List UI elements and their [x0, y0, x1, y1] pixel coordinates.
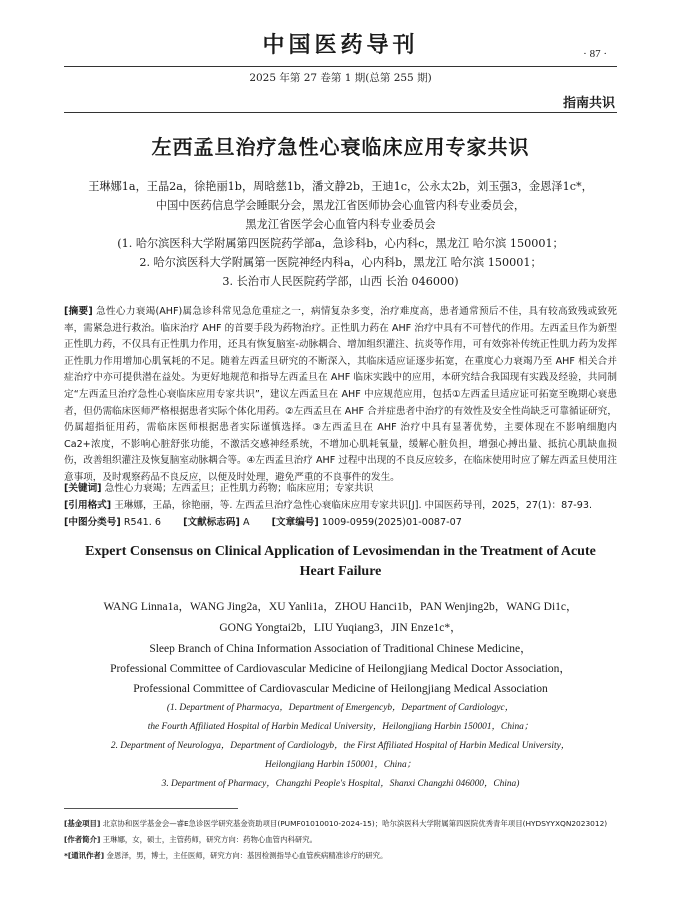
classification-line: [64, 514, 617, 528]
issue-info: 2025 年第 27 卷第 1 期(总第 255 期): [249, 72, 432, 84]
citation-text: 王琳娜，王晶，徐艳丽，等. 左西孟旦治疗急性心衰临床应用专家共识[J]. 中国医药导刊，2025，27(1)：87-93.: [114, 500, 593, 511]
org-line-en-1: Sleep Branch of China Information Association of Traditional Chinese Medicine，: [149, 643, 532, 655]
class-label: [中图分类号]: [64, 517, 121, 528]
journal-title: 中国医药导刊: [262, 32, 419, 58]
affil-line-en-1: (1. Department of Pharmacya，Department of Emergencyb，Department of Cardiologyc，: [166, 703, 515, 713]
affil-line-cn-1: (1. 哈尔滨医科大学附属第四医院药学部a，急诊科b，心内科c，黑龙江 哈尔滨 150001；: [117, 237, 564, 250]
abstract: [64, 304, 617, 487]
citation-label: [引用格式]: [64, 500, 112, 511]
affil-line-en-4: Heilongjiang Harbin 150001，China；: [264, 760, 417, 770]
org-line-cn-1: 中国中医药信息学会睡眠分会，黑龙江省医师协会心血管内科专业委员会，: [155, 199, 526, 212]
header-rule: [64, 66, 617, 67]
abstract-label: [摘要]: [64, 306, 93, 317]
corresponding-label: *[通讯作者]: [64, 851, 105, 860]
article-no-value: 1009-0959(2025)01-0087-07: [321, 517, 462, 528]
doc-code-value: A: [242, 517, 250, 528]
affil-line-en-3: 2. Department of Neurologya，Department of Cardiologyb，the First Affiliated Hospital of Harbin Medical University，: [110, 741, 571, 751]
article-title-cn: 左西孟旦治疗急性心衰临床应用专家共识: [151, 135, 530, 159]
abstract-text: 急性心力衰竭(AHF)属急诊科常见急危重症之一，病情复杂多变，治疗难度高，患者通常预后不佳，具有较高致残或致死率，需紧急进行救治。临床治疗 AHF 的首要手段为药物治疗。正性肌力药在 AHF 治疗中具有不可替代的作用。左西孟旦作为新型正性肌力药，不仅具有正性肌力作用，还具有恢复脑室-动脉耦合、增加组织灌注、抗炎等作用，可有效弥补传统正性肌力药为发挥正性肌力作用增加心肌氧耗的不足。随着左西孟旦研究的不断深入，其临床适应证逐步拓宽，在重度心力衰竭乃至 AHF 相关合并症治疗中亦可提供潜在益处。为更好地规范和指导左西孟旦在 AHF 临床实践中的应用，本研究结合我国现有实践及经验，共同制定“左西孟旦治疗急性心衰临床应用专家共识”，建议左西孟旦在 AHF 中应规范应用，包括①左西孟旦适应证可拓宽至晚期心衰患者，但仍需临床医师严格根据患者实际个体化用药。②左西孟旦在 AHF 合并症患者中治疗的有效性及安全性尚缺乏可靠循证研究，仍属超指征用药，需临床医师根据患者实际谨慎选择。③左西孟旦在 AHF 治疗中具有显著优势，主要体现在不影响细胞内 Ca2+浓度，不影响心脏舒张功能，不激活交感神经系统，不增加心肌耗氧量，缓解心脏负担，增强心搏出量、抵抗心肌缺血损伤，改善组织灌注及恢复脑室动脉耦合等。④左西孟旦治疗 AHF 过程中出现的不良反应较多，在临床使用时应了解左西孟旦使用注意事项，及时观察药品不良反应，以便及时处理，避免严重的不良事件的发生。: [64, 306, 617, 483]
keywords-label: [关键词]: [64, 483, 102, 494]
author-footnote: [64, 832, 624, 848]
affil-line-cn-3: 3. 长治市人民医院药学部，山西 长治 046000): [222, 275, 459, 288]
article-no-label: [文章编号]: [271, 517, 319, 528]
corresponding-text: 金恩泽，男，博士，主任医师，研究方向：基因检测指导心血管疾病精准诊疗的研究。: [106, 851, 388, 860]
corresponding-footnote: [64, 848, 624, 864]
org-line-en-3: Professional Committee of Cardiovascular Medicine of Heilongjiang Medical Association: [133, 683, 548, 695]
keywords-text: 急性心力衰竭；左西孟旦；正性肌力药物；临床应用；专家共识: [104, 483, 374, 494]
authors-cn: 王琳娜1a，王晶2a，徐艳丽1b，周晗慈1b，潘文静2b，王迪1c，公永太2b，刘玉强3，金恩泽1c*，: [88, 180, 593, 193]
page-number: · 87 ·: [583, 48, 607, 60]
fund-text: 北京协和医学基金会—睿E急诊医学研究基金资助项目(PUMF01010010-2024-15)；哈尔滨医科大学附属第四医院优秀青年项目(HYDSYYXQN2023012): [102, 819, 608, 828]
class-value: R541. 6: [123, 517, 161, 528]
keywords-line: [64, 480, 617, 494]
org-line-en-2: Professional Committee of Cardiovascular Medicine of Heilongjiang Medical Doctor Association，: [110, 663, 571, 675]
footnote-rule: [64, 808, 238, 809]
author-block-cn: [60, 177, 621, 291]
authors-en-line-2: GONG Yongtai2b，LIU Yuqiang3，JIN Enze1c*，: [219, 622, 462, 634]
section-rule: [64, 112, 617, 113]
author-block-en: [40, 597, 641, 794]
fund-footnote: [64, 816, 624, 832]
org-line-cn-2: 黑龙江省医学会心血管内科专业委员会: [245, 218, 436, 231]
footnotes: [64, 816, 624, 864]
article-title-en: Expert Consensus on Clinical Application of Levosimendan in the Treatment of Acute Heart Failure: [85, 544, 596, 579]
fund-label: [基金项目]: [64, 819, 101, 828]
authors-en-line-1: WANG Linna1a，WANG Jing2a，XU Yanli1a，ZHOU Hanci1b，PAN Wenjing2b，WANG Di1c，: [103, 601, 578, 613]
citation-line: [64, 497, 617, 511]
doc-code-label: [文献标志码]: [183, 517, 240, 528]
author-bio-text: 王琳娜，女，硕士，主管药师，研究方向：药物心血管内科研究。: [102, 835, 318, 844]
affil-line-en-5: 3. Department of Pharmacy，Changzhi People's Hospital，Shanxi Changzhi 046000，China): [161, 779, 520, 789]
affil-line-cn-2: 2. 哈尔滨医科大学附属第一医院神经内科a，心内科b，黑龙江 哈尔滨 150001；: [139, 256, 542, 269]
section-label: 指南共识: [562, 96, 615, 111]
affil-line-en-2: the Fourth Affiliated Hospital of Harbin Medical University，Heilongjiang Harbin 150001，China；: [147, 722, 534, 732]
author-bio-label: [作者简介]: [64, 835, 101, 844]
